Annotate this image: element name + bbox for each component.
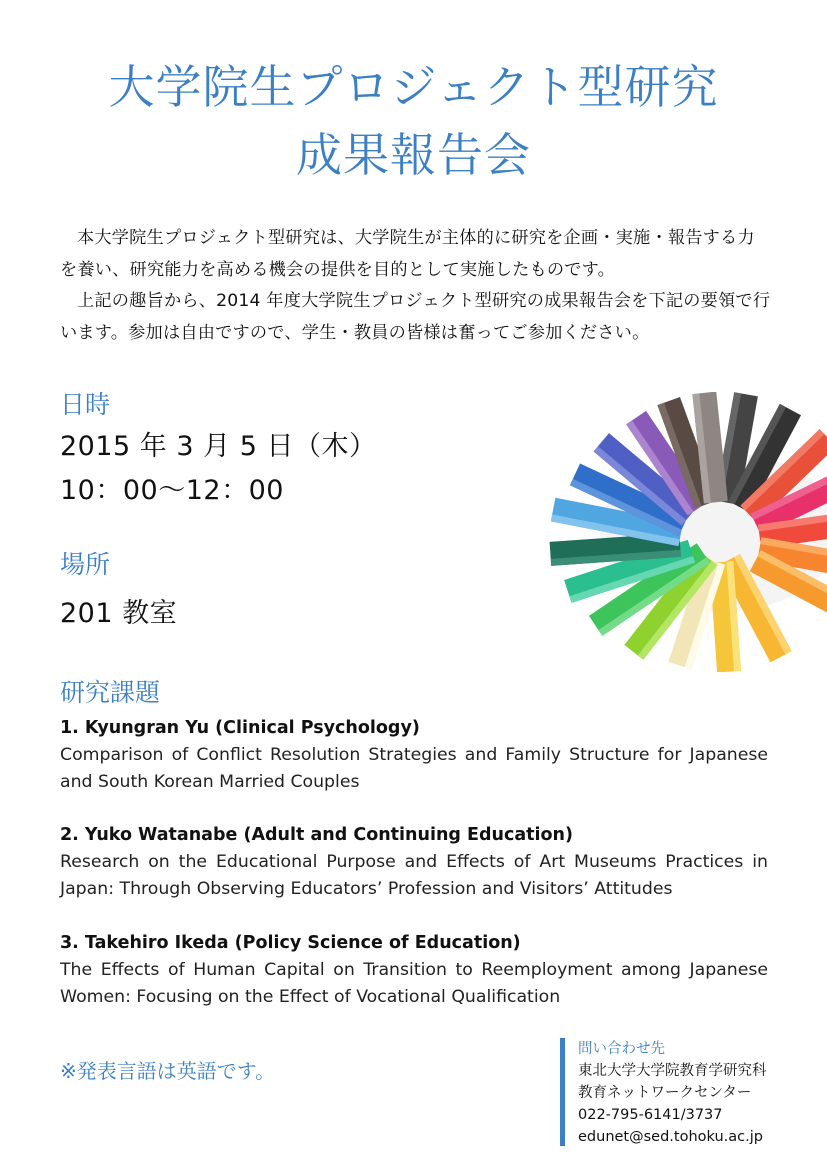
intro-paragraph: 本大学院生プロジェクト型研究は、大学院生が主体的に研究を企画・実施・報告する力を養い、研究能力を高める機会の提供を目的として実施したものです。 <box>60 228 755 280</box>
intro-paragraph: 上記の趣旨から、2014 年度大学院生プロジェクト型研究の成果報告会を下記の要領で行います。参加は自由ですので、学生・教員の皆様は奮ってご参加ください。 <box>60 291 771 343</box>
event-time: 10：00～12：00 <box>60 475 284 506</box>
venue-room: 201 教室 <box>60 598 178 629</box>
page-title: 大学院生プロジェクト型研究 <box>108 60 719 114</box>
contact-heading: 問い合わせ先 <box>578 1041 665 1057</box>
topics-heading: 研究課題 <box>60 678 161 707</box>
venue-heading: 場所 <box>60 550 111 579</box>
event-date: 2015 年 3 月 5 日（木） <box>60 431 377 462</box>
contact-phone: 022-795-6141/3737 <box>578 1107 723 1123</box>
datetime-heading: 日時 <box>60 390 111 419</box>
page-subtitle: 成果報告会 <box>296 128 531 182</box>
contact-box <box>560 1038 827 1146</box>
topic-presenter: 3. Takehiro Ikeda (Policy Science of Education) <box>60 933 521 953</box>
contact-org: 東北大学大学院教育学研究科 <box>578 1063 767 1079</box>
contact-center: 教育ネットワークセンター <box>578 1085 752 1101</box>
topic-presenter: 1. Kyungran Yu (Clinical Psychology) <box>60 718 420 738</box>
topic-item <box>60 821 768 903</box>
crayon-wheel-photo <box>445 392 827 672</box>
topic-item <box>60 929 768 1011</box>
topic-title: The Effects of Human Capital on Transition to Reemployment among Japanese Women: Focusing on the Effect of Vocational Qualification <box>60 960 768 1007</box>
topic-presenter: 2. Yuko Watanabe (Adult and Continuing Education) <box>60 825 573 845</box>
contact-email[interactable]: edunet@sed.tohoku.ac.jp <box>578 1129 763 1145</box>
language-note: ※発表言語は英語です。 <box>60 1059 276 1083</box>
topic-title: Research on the Educational Purpose and Effects of Art Museums Practices in Japan: Through Observing Educators’ Profession and Visitors’ Attitudes <box>60 852 768 899</box>
intro-text <box>60 223 772 349</box>
topic-title: Comparison of Conflict Resolution Strategies and Family Structure for Japanese and South Korean Married Couples <box>60 745 768 792</box>
topic-item <box>60 714 768 796</box>
